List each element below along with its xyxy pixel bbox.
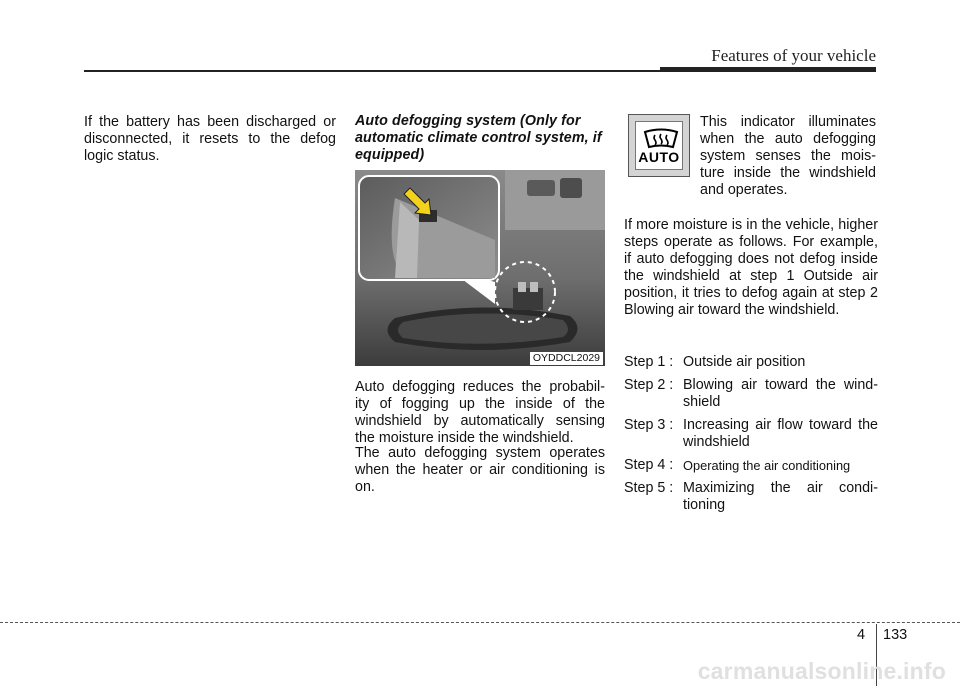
indicator-description: This indicator illuminates when the auto defogging system senses the mois- ture inside the windshield and operates. <box>700 114 876 198</box>
step-item <box>624 457 878 474</box>
photo-illustration <box>355 170 605 366</box>
watermark-text: carmanualsonline.info <box>697 658 946 684</box>
sensor-location-photo <box>355 170 605 366</box>
section-subheading: Auto defogging system (Only for automatic climate control system, if equipped) <box>355 113 602 163</box>
photo-code-label: OYDDCL2029 <box>530 352 603 365</box>
footer-dashed-rule <box>0 622 960 623</box>
auto-defog-operation: The auto defogging system operates when the heater or air conditioning is on. <box>355 445 605 495</box>
step-text: Operating the air conditioning <box>683 458 851 473</box>
step-label: Step 3 : <box>624 417 674 433</box>
defog-steps-list <box>624 354 878 520</box>
running-header-title: Features of your vehicle <box>711 46 876 65</box>
step-label: Step 1 : <box>624 354 674 370</box>
header-rule <box>84 70 660 72</box>
auto-defog-description: Auto defogging reduces the probabil- ity of fogging up the inside of the windshield by automatically sensing the moisture inside the windshield. <box>355 379 605 446</box>
step-text: Outside air position <box>683 354 806 370</box>
header-rule-accent <box>660 67 876 72</box>
step-item <box>624 354 878 371</box>
step-item <box>624 377 878 411</box>
step-text: Blowing air toward the wind- shield <box>683 377 878 410</box>
step-item <box>624 417 878 451</box>
moisture-steps-intro: If more moisture is in the vehicle, higher steps operate as follows. For example, if auto defogging does not defog inside the windshield at step 1 Outside air position, it tries to defog again at step 2 Blowing air toward the windshield. <box>624 217 878 318</box>
chapter-number: 4 <box>857 627 866 643</box>
step-label: Step 2 : <box>624 377 674 393</box>
auto-icon-label: AUTO <box>638 149 680 165</box>
step-label: Step 4 : <box>624 457 674 473</box>
step-label: Step 5 : <box>624 480 674 496</box>
page-number: 133 <box>883 627 908 643</box>
auto-defog-indicator <box>628 114 690 177</box>
step-item <box>624 480 878 514</box>
step-text: Maximizing the air condi- tioning <box>683 480 878 513</box>
battery-reset-paragraph: If the battery has been discharged or disconnected, it resets to the defog logic status. <box>84 114 336 164</box>
step-text: Increasing air flow toward the windshield <box>683 417 878 450</box>
